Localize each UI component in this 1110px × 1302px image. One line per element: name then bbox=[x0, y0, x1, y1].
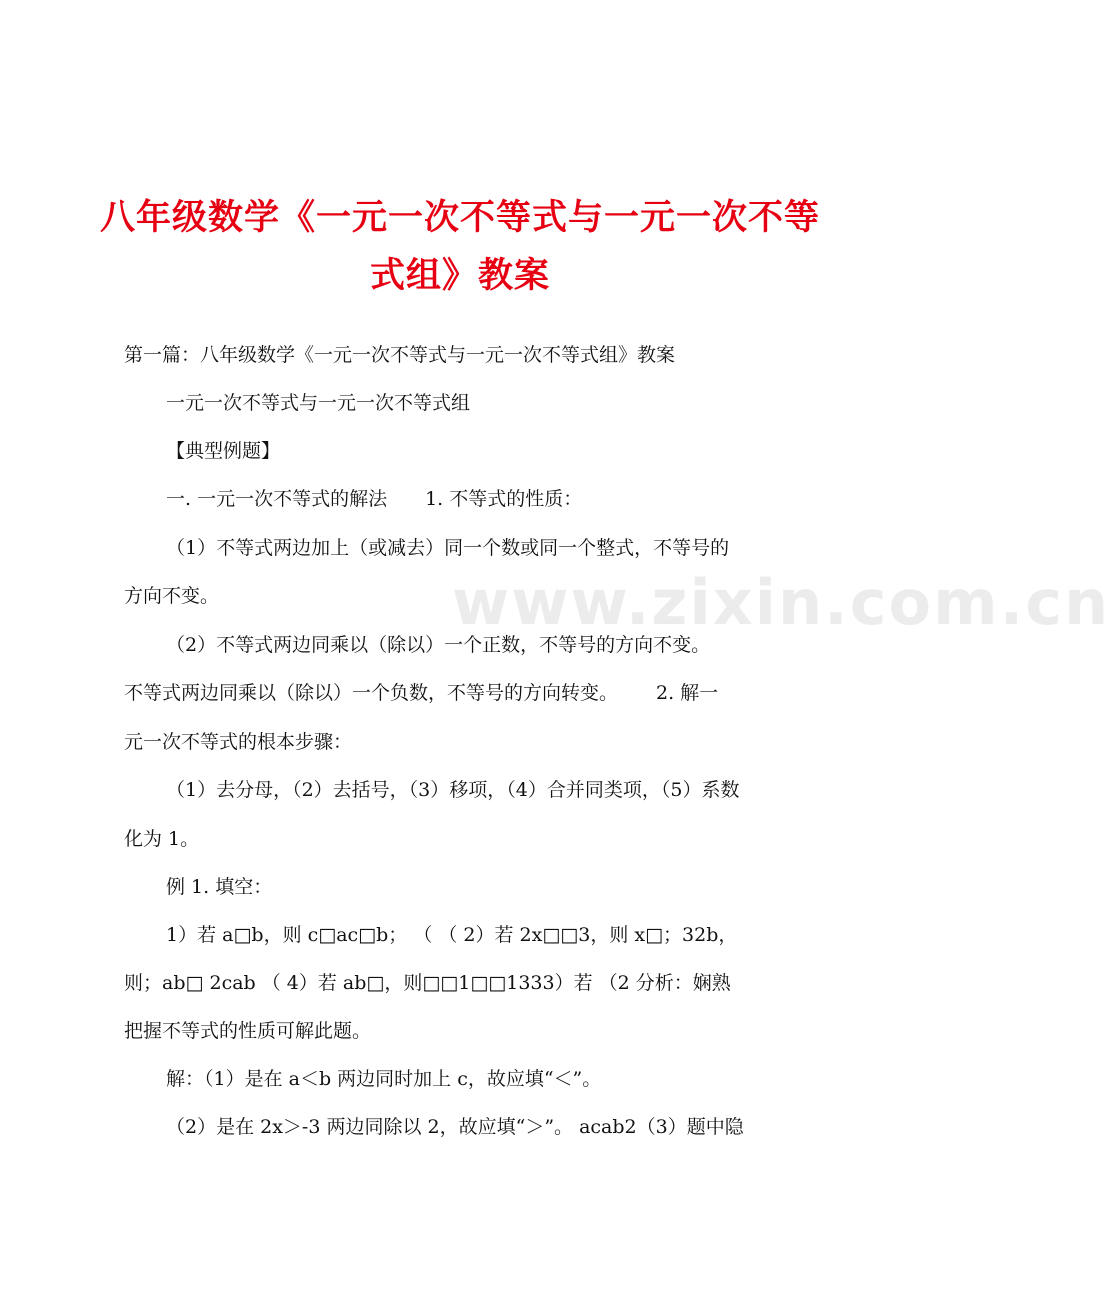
typical-examples-heading: 【典型例题】 bbox=[166, 440, 281, 462]
paragraph-line: （2）是在 2x＞-3 两边同除以 2，故应填“＞”。 acab2（3）题中隐 bbox=[166, 1116, 744, 1138]
paragraph-text: 不等式两边同乘以（除以）一个负数，不等号的方向转变。 bbox=[124, 682, 619, 704]
subsection-heading: 一. 一元一次不等式的解法 bbox=[166, 488, 388, 510]
paragraph-line: （1）去分母，（2）去括号，（3）移项，（4）合并同类项，（5）系数 bbox=[166, 779, 740, 801]
paragraph-line: 解：（1）是在 a＜b 两边同时加上 c，故应填“＜”。 bbox=[166, 1068, 602, 1090]
inequality-properties-heading: 1. 不等式的性质： bbox=[425, 488, 583, 510]
paragraph-line: 则；ab□ 2cab （ 4）若 ab□，则□□1□□1333）若 （2 分析：娴熟 bbox=[124, 972, 731, 994]
subtitle: 一元一次不等式与一元一次不等式组 bbox=[166, 392, 471, 414]
steps-heading: 2. 解一 bbox=[656, 682, 719, 704]
example-heading: 例 1. 填空： bbox=[166, 876, 273, 898]
paragraph-line: 方向不变。 bbox=[124, 585, 220, 607]
paragraph-line: 元一次不等式的根本步骤： bbox=[124, 731, 353, 753]
paragraph-line: （1）不等式两边加上（或减去）同一个数或同一个整式，不等号的 bbox=[166, 537, 730, 559]
paragraph-line: 把握不等式的性质可解此题。 bbox=[124, 1020, 372, 1042]
watermark: www.zixin.com.cn bbox=[452, 566, 1110, 639]
paragraph-line: 化为 1。 bbox=[124, 828, 200, 850]
paragraph-line bbox=[124, 678, 814, 708]
document-title-line-2: 式组》教案 bbox=[369, 256, 550, 296]
section-heading: 第一篇：八年级数学《一元一次不等式与一元一次不等式组》教案 bbox=[124, 344, 676, 366]
paragraph-line: 1）若 a□b，则 c□ac□b； （ （ 2）若 2x□□3，则 x□；32b， bbox=[166, 924, 738, 946]
paragraph-line: （2）不等式两边同乘以（除以）一个正数，不等号的方向不变。 bbox=[166, 634, 711, 656]
paragraph-line bbox=[166, 484, 856, 514]
document-title-line-1: 八年级数学《一元一次不等式与一元一次不等 bbox=[100, 198, 821, 238]
